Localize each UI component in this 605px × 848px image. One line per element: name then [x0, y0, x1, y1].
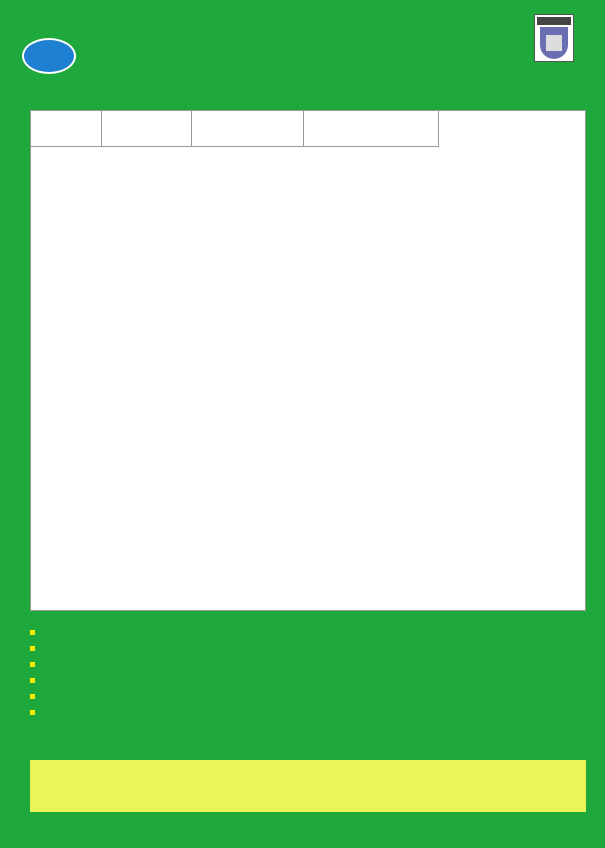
schedule-table [30, 110, 586, 611]
rule-blu [30, 646, 586, 654]
crest-icon [534, 14, 574, 62]
sat-logo [22, 38, 76, 74]
rule-giallo [30, 630, 586, 638]
regole-section [30, 614, 586, 748]
rule-verde [30, 662, 586, 670]
header [0, 0, 605, 108]
rule-grigio [30, 678, 586, 686]
header-esempio [31, 111, 102, 147]
rule-cartone [30, 710, 586, 718]
rule-marrone [30, 694, 586, 702]
header-modalita [192, 111, 304, 147]
piccole-utenze-box [30, 760, 586, 812]
header-rifiuto [102, 111, 192, 147]
header-descrizione [304, 111, 439, 147]
